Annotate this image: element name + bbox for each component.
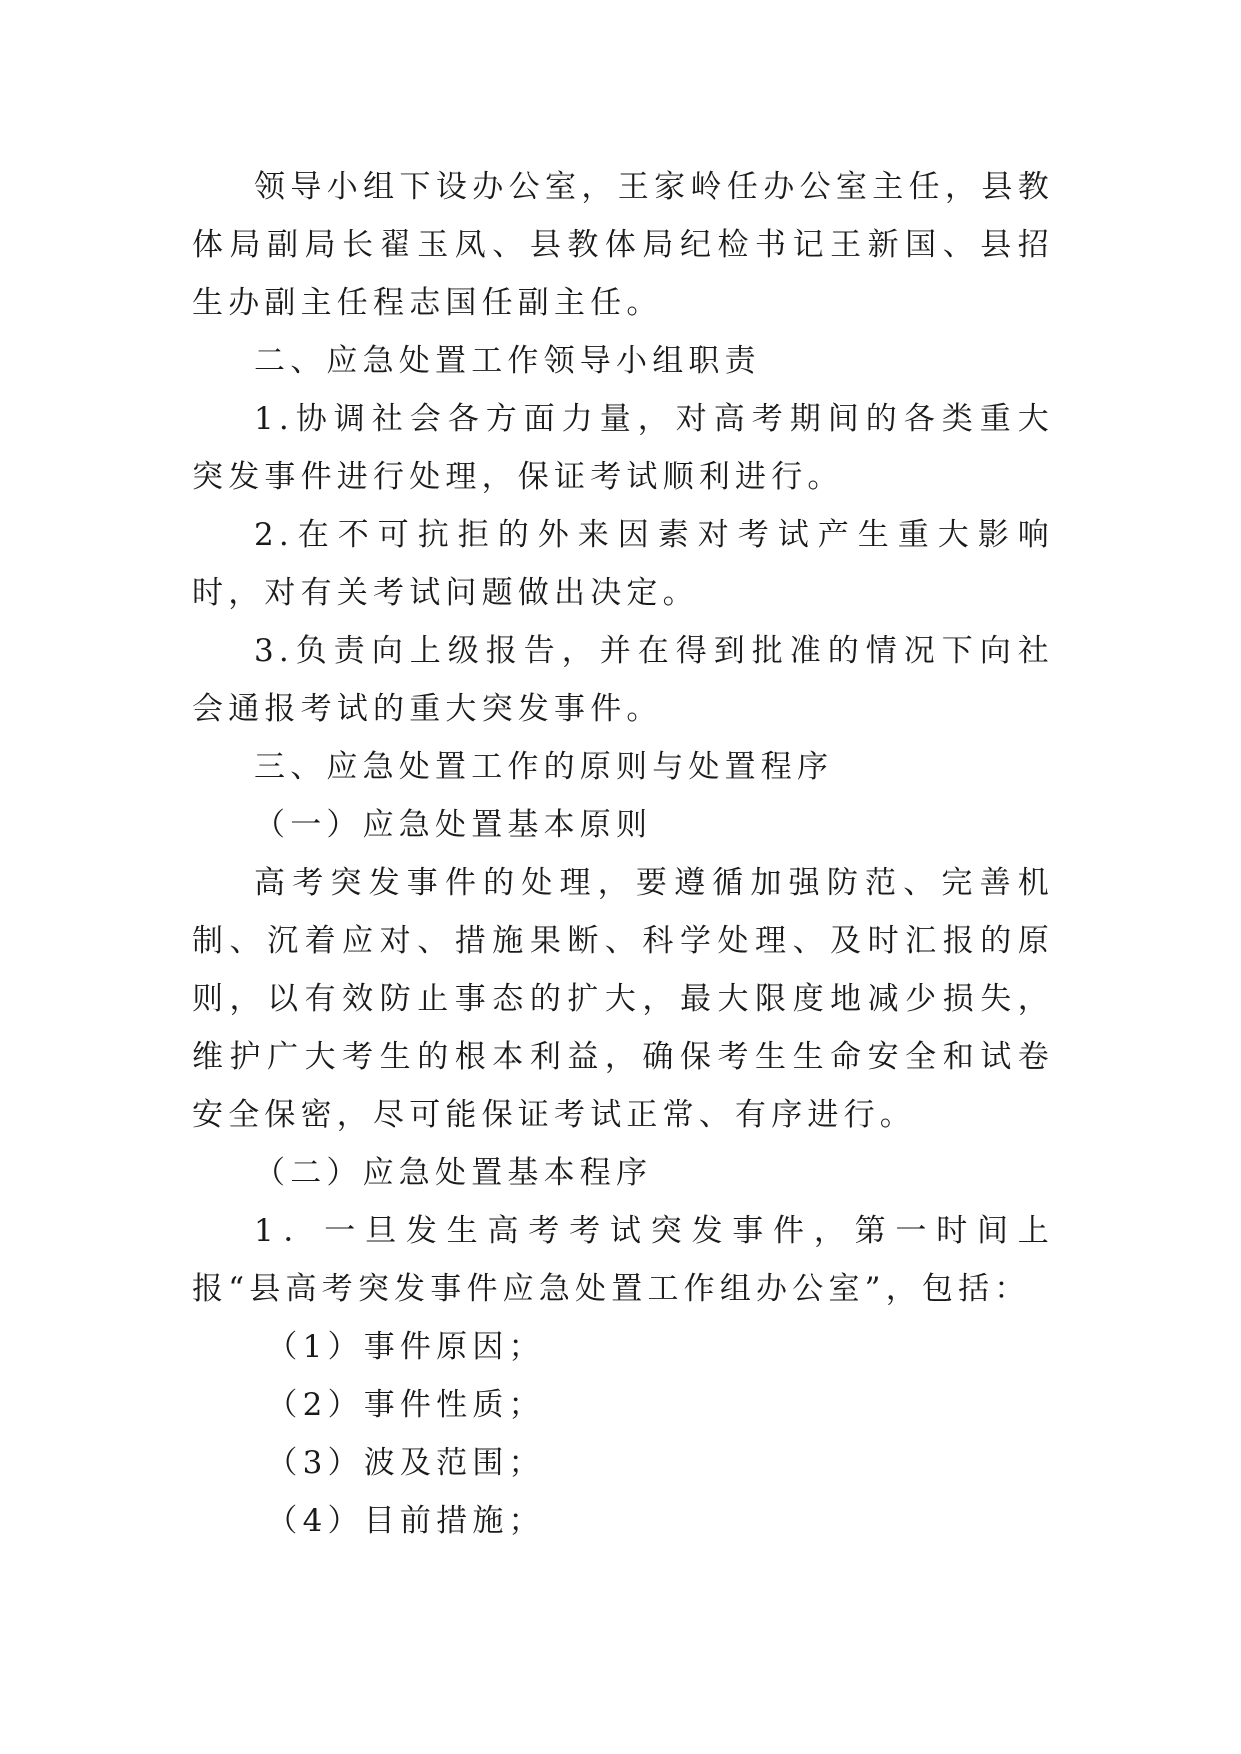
document-body — [192, 158, 1054, 1550]
duty-item-3: 3.负责向上级报告，并在得到批准的情况下向社会通报考试的重大突发事件。 — [192, 633, 1054, 727]
report-item: （3）波及范围； — [266, 1445, 545, 1481]
section-heading-3: 三、应急处置工作的原则与处置程序 — [254, 749, 834, 785]
paragraph-procedure-1: 1．一旦发生高考考试突发事件，第一时间上报“县高考突发事件应急处置工作组办公室”，包括： — [192, 1213, 1054, 1307]
paragraph-office-setup: 领导小组下设办公室，王家岭任办公室主任，县教体局副局长翟玉凤、县教体局纪检书记王新国、县招生办副主任程志国任副主任。 — [192, 169, 1054, 321]
paragraph-principles: 高考突发事件的处理，要遵循加强防范、完善机制、沉着应对、措施果断、科学处理、及时汇报的原则，以有效防止事态的扩大，最大限度地减少损失，维护广大考生的根本利益，确保考生生命安全和试卷安全保密，尽可能保证考试正常、有序进行。 — [192, 865, 1054, 1133]
report-item: （4）目前措施； — [266, 1503, 545, 1539]
duty-item-1: 1.协调社会各方面力量，对高考期间的各类重大突发事件进行处理，保证考试顺利进行。 — [192, 401, 1054, 495]
report-item: （2）事件性质； — [266, 1387, 545, 1423]
duty-item-2: 2.在不可抗拒的外来因素对考试产生重大影响时，对有关考试问题做出决定。 — [192, 517, 1054, 611]
subsection-heading-principles: （一）应急处置基本原则 — [254, 807, 653, 843]
subsection-heading-procedures: （二）应急处置基本程序 — [254, 1155, 653, 1191]
report-item: （1）事件原因； — [266, 1329, 545, 1365]
section-heading-2: 二、应急处置工作领导小组职责 — [254, 343, 761, 379]
